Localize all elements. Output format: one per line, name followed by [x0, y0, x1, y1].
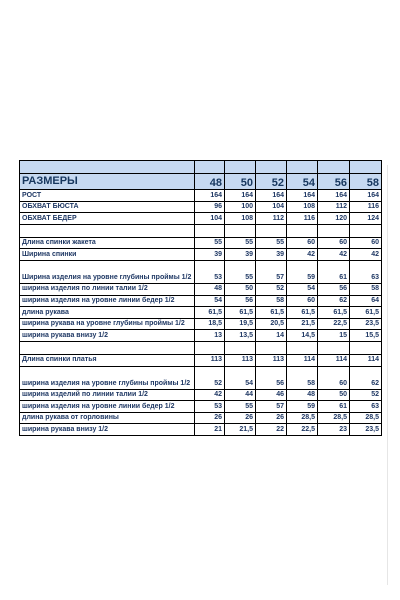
size-48: 48	[195, 174, 225, 190]
row-value: 164	[350, 190, 382, 202]
row-value: 96	[195, 201, 225, 213]
row-value: 23,5	[350, 424, 382, 436]
row-value: 55	[225, 237, 256, 249]
scroll-divider	[387, 165, 388, 585]
row-value: 61	[318, 401, 350, 413]
row-value: 61,5	[256, 307, 287, 319]
row-value: 61	[318, 260, 350, 283]
row-value: 120	[318, 213, 350, 225]
row-value: 42	[287, 249, 318, 261]
row-value: 116	[350, 201, 382, 213]
row-label: ширина рукава на уровне глубины проймы 1/2	[20, 318, 195, 330]
row-value: 58	[287, 366, 318, 389]
row-value: 22,5	[287, 424, 318, 436]
row-value: 21,5	[287, 318, 318, 330]
row-label: ширина изделий по линии талии 1/2	[20, 389, 195, 401]
size-chart	[19, 160, 381, 436]
table-row	[20, 249, 382, 261]
row-value: 114	[350, 354, 382, 366]
row-value: 63	[350, 401, 382, 413]
row-value: 61,5	[225, 307, 256, 319]
size-52: 52	[256, 174, 287, 190]
row-value: 20,5	[256, 318, 287, 330]
row-value: 42	[318, 249, 350, 261]
spacer-row	[20, 341, 382, 354]
row-value: 19,5	[225, 318, 256, 330]
spacer-row	[20, 224, 382, 237]
row-value: 112	[318, 201, 350, 213]
row-value: 164	[287, 190, 318, 202]
row-label: ширина рукава внизу 1/2	[20, 424, 195, 436]
row-value: 53	[195, 401, 225, 413]
table-row	[20, 318, 382, 330]
table-title: РАЗМЕРЫ	[20, 174, 195, 190]
row-value: 62	[318, 295, 350, 307]
row-value: 55	[256, 237, 287, 249]
row-value: 108	[287, 201, 318, 213]
row-value: 50	[225, 283, 256, 295]
row-value: 55	[195, 237, 225, 249]
row-value: 13,5	[225, 330, 256, 342]
row-value: 57	[256, 401, 287, 413]
table-row	[20, 260, 382, 283]
table-row	[20, 412, 382, 424]
row-value: 22,5	[318, 318, 350, 330]
table-row	[20, 295, 382, 307]
row-value: 108	[225, 213, 256, 225]
row-value: 56	[256, 366, 287, 389]
row-value: 23	[318, 424, 350, 436]
row-value: 26	[195, 412, 225, 424]
row-value: 116	[287, 213, 318, 225]
header-row	[20, 174, 382, 190]
row-value: 61,5	[318, 307, 350, 319]
row-value: 50	[318, 389, 350, 401]
row-value: 60	[287, 295, 318, 307]
row-label: ширина изделия на уровне линии бедер 1/2	[20, 295, 195, 307]
row-value: 100	[225, 201, 256, 213]
row-value: 39	[225, 249, 256, 261]
row-label: ширина рукава внизу 1/2	[20, 330, 195, 342]
row-value: 59	[287, 401, 318, 413]
row-value: 113	[225, 354, 256, 366]
row-value: 13	[195, 330, 225, 342]
row-value: 164	[318, 190, 350, 202]
size-56: 56	[318, 174, 350, 190]
row-value: 57	[256, 260, 287, 283]
row-value: 14	[256, 330, 287, 342]
row-value: 14,5	[287, 330, 318, 342]
row-value: 26	[225, 412, 256, 424]
table-row	[20, 354, 382, 366]
row-value: 18,5	[195, 318, 225, 330]
row-label: ширина изделия на уровне линии бедер 1/2	[20, 401, 195, 413]
top-blank-row	[20, 161, 382, 174]
row-label: Длина спинки жакета	[20, 237, 195, 249]
row-value: 59	[287, 260, 318, 283]
row-value: 60	[287, 237, 318, 249]
row-value: 48	[195, 283, 225, 295]
row-label: ширина изделия на уровне глубины проймы 1/2	[20, 366, 195, 389]
row-value: 61,5	[287, 307, 318, 319]
table-row	[20, 237, 382, 249]
row-value: 62	[350, 366, 382, 389]
row-value: 55	[225, 401, 256, 413]
table-row	[20, 330, 382, 342]
row-label: длина рукава от горловины	[20, 412, 195, 424]
table-row	[20, 283, 382, 295]
row-value: 60	[318, 237, 350, 249]
row-value: 28,5	[350, 412, 382, 424]
row-value: 164	[256, 190, 287, 202]
size-table	[19, 160, 382, 436]
row-value: 21,5	[225, 424, 256, 436]
row-value: 44	[225, 389, 256, 401]
row-value: 60	[350, 237, 382, 249]
row-value: 39	[256, 249, 287, 261]
row-value: 60	[318, 366, 350, 389]
table-row	[20, 389, 382, 401]
row-value: 56	[225, 295, 256, 307]
row-value: 63	[350, 260, 382, 283]
row-value: 112	[256, 213, 287, 225]
row-label: ширина изделия по линии талии 1/2	[20, 283, 195, 295]
row-value: 52	[256, 283, 287, 295]
table-row	[20, 366, 382, 389]
row-value: 114	[287, 354, 318, 366]
table-row	[20, 213, 382, 225]
row-label: Ширина изделия на уровне глубины проймы 1/2	[20, 260, 195, 283]
row-value: 61,5	[195, 307, 225, 319]
size-50: 50	[225, 174, 256, 190]
row-value: 42	[195, 389, 225, 401]
row-value: 164	[225, 190, 256, 202]
row-value: 52	[195, 366, 225, 389]
size-58: 58	[350, 174, 382, 190]
row-value: 15,5	[350, 330, 382, 342]
row-value: 64	[350, 295, 382, 307]
size-54: 54	[287, 174, 318, 190]
row-value: 54	[195, 295, 225, 307]
row-value: 113	[256, 354, 287, 366]
table-row	[20, 307, 382, 319]
row-value: 48	[287, 389, 318, 401]
row-value: 56	[318, 283, 350, 295]
table-row	[20, 190, 382, 202]
row-value: 113	[195, 354, 225, 366]
row-value: 104	[256, 201, 287, 213]
table-row	[20, 401, 382, 413]
row-value: 26	[256, 412, 287, 424]
row-label: Длина спинки платья	[20, 354, 195, 366]
row-value: 21	[195, 424, 225, 436]
row-value: 22	[256, 424, 287, 436]
row-label: Ширина спинки	[20, 249, 195, 261]
row-value: 23,5	[350, 318, 382, 330]
row-label: ОБХВАТ БЮСТА	[20, 201, 195, 213]
row-label: РОСТ	[20, 190, 195, 202]
row-value: 28,5	[287, 412, 318, 424]
row-value: 28,5	[318, 412, 350, 424]
table-row	[20, 201, 382, 213]
row-value: 58	[256, 295, 287, 307]
row-value: 46	[256, 389, 287, 401]
row-value: 54	[225, 366, 256, 389]
table-row	[20, 424, 382, 436]
row-value: 15	[318, 330, 350, 342]
row-value: 53	[195, 260, 225, 283]
row-value: 42	[350, 249, 382, 261]
row-value: 114	[318, 354, 350, 366]
row-value: 55	[225, 260, 256, 283]
row-value: 104	[195, 213, 225, 225]
row-value: 61,5	[350, 307, 382, 319]
row-value: 52	[350, 389, 382, 401]
row-label: ОБХВАТ БЕДЕР	[20, 213, 195, 225]
row-value: 164	[195, 190, 225, 202]
row-value: 58	[350, 283, 382, 295]
row-value: 124	[350, 213, 382, 225]
row-value: 39	[195, 249, 225, 261]
row-label: длина рукава	[20, 307, 195, 319]
row-value: 54	[287, 283, 318, 295]
